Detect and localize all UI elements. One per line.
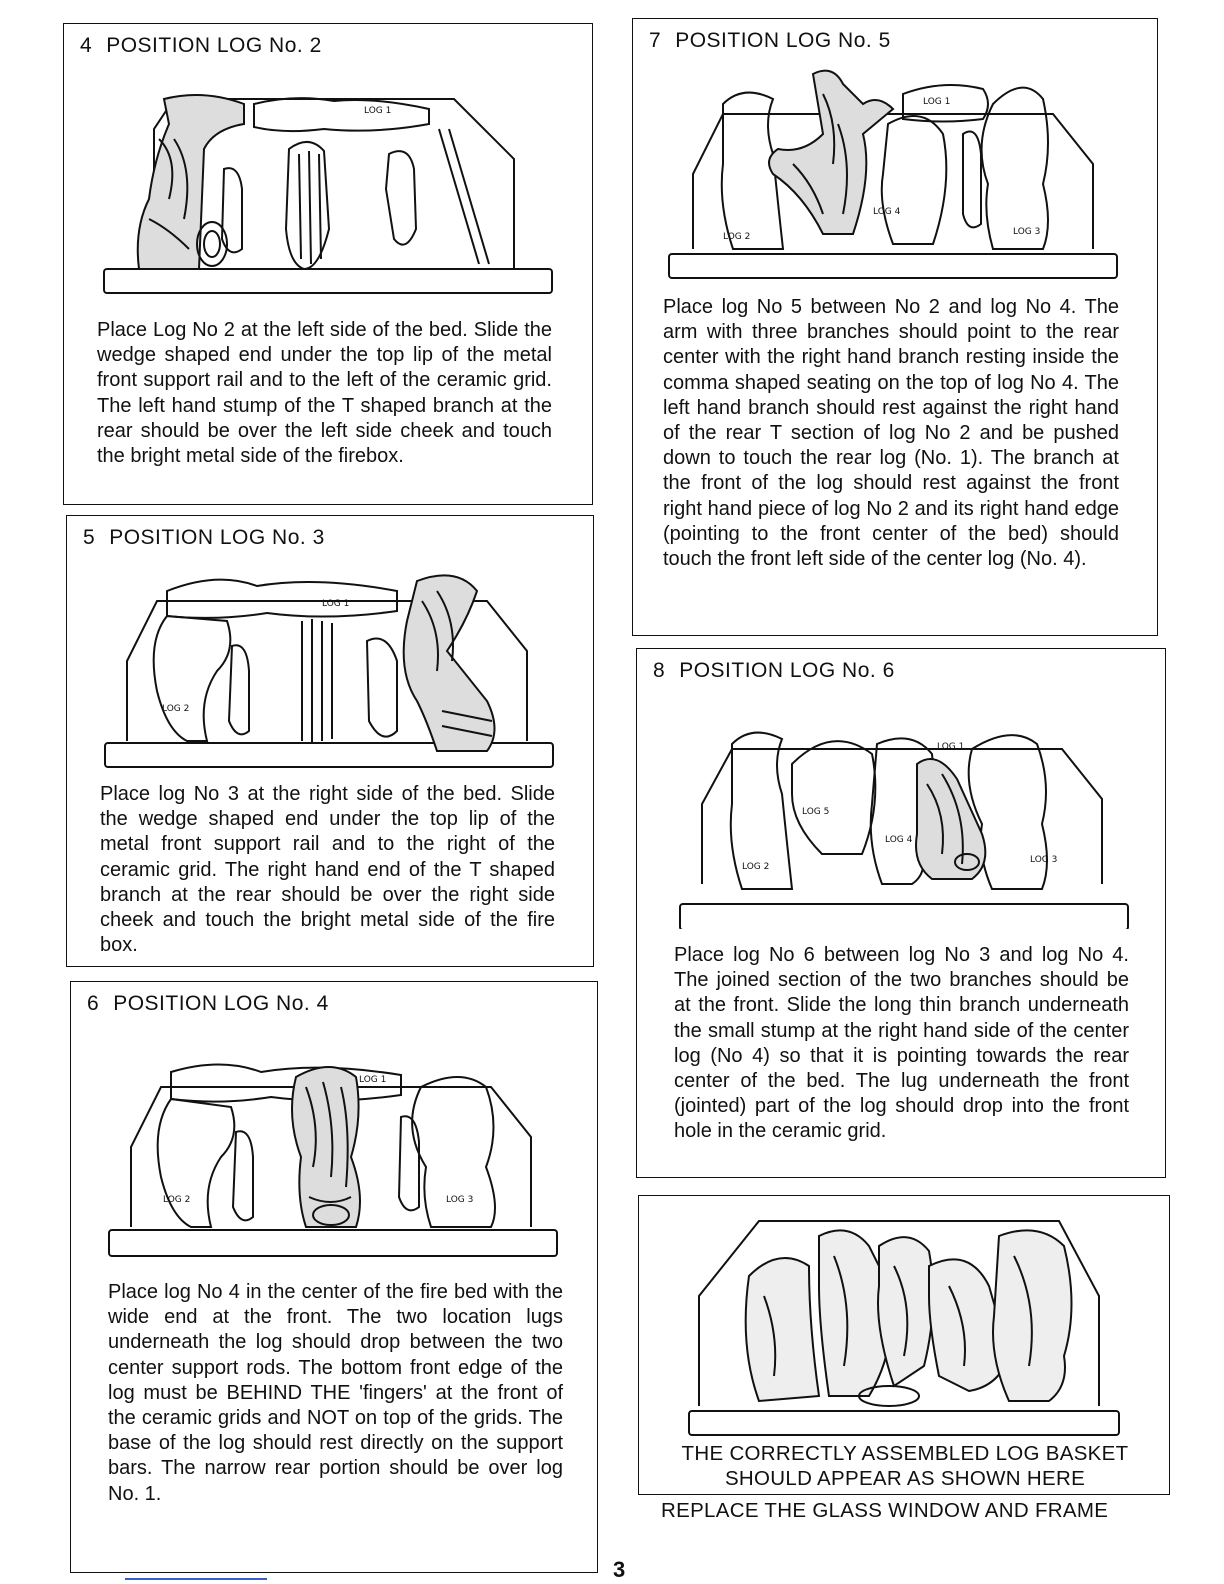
- step-5-title: [83, 526, 325, 550]
- front-rail: [109, 1230, 557, 1256]
- step-5-diagram: [97, 561, 567, 776]
- step-6-panel: [70, 981, 598, 1573]
- step-6-description: Place log No 4 in the center of the fire bed with the wide end at the front. The two location lugs underneath the log should drop between the two center support rods. The bottom front edge of the log must be BEHIND THE 'fingers' at the front of the ceramic grids and NOT on top of the grids. The base of the log should rest directly on the support bars. The narrow rear portion should be over log No. 1.: [108, 1281, 563, 1505]
- step-7-description: Place log No 5 between No 2 and log No 4. The arm with three branches should point to the rear center with the right hand branch resting inside the comma shaped seating on the top of log No 4. The left hand branch should rest against the right hand of the rear T section of log No 2 and be pushed down to touch the rear log (No. 1). The branch at the front of the log should rest against the front right hand piece of log No 2 and its right hand edge (pointing to the front center of the bed) should touch the front left side of the center log (No. 4).: [663, 296, 1119, 571]
- step-heading: POSITION LOG No. 6: [679, 659, 895, 682]
- step-number: 4: [80, 34, 93, 57]
- log-4-outline: [882, 116, 947, 244]
- diagram-label: LOG 2: [742, 862, 770, 872]
- diagram-label: LOG 1: [364, 106, 392, 116]
- step-heading: POSITION LOG No. 3: [109, 526, 325, 549]
- log-2-outline: [154, 616, 231, 741]
- log-2-outline: [158, 1099, 235, 1227]
- diagram-label: LOG 4: [873, 207, 901, 217]
- diagram-label: LOG 2: [723, 232, 751, 242]
- log-3: [993, 1230, 1072, 1401]
- step-6-diagram: [101, 1047, 571, 1272]
- step-8-panel: [636, 648, 1166, 1178]
- log-6: [916, 759, 985, 879]
- ceramic-grid-right: [386, 151, 416, 244]
- diagram-label: LOG 2: [162, 704, 190, 714]
- diagram-label: LOG 1: [359, 1075, 387, 1085]
- step-7-diagram: [663, 64, 1133, 289]
- diagram-label: LOG 4: [885, 835, 913, 845]
- step-4-description: Place Log No 2 at the left side of the bed. Slide the wedge shaped end under the top lip of the metal front support rail and to the left of the ceramic grid. The left hand stump of the T shaped branch at the rear should be over the left side cheek and touch the bright metal side of the firebox.: [97, 319, 552, 468]
- step-number: 6: [87, 992, 100, 1015]
- final-assembly-panel: [638, 1195, 1170, 1495]
- log-2: [746, 1258, 819, 1401]
- front-rail: [104, 269, 552, 293]
- step-6-title: [87, 992, 329, 1016]
- diagram-label: LOG 2: [163, 1195, 191, 1205]
- step-8-diagram: [672, 704, 1142, 929]
- front-rail: [669, 254, 1117, 278]
- ceramic-grid-left: [222, 168, 242, 252]
- log-4: [878, 1237, 933, 1386]
- footer-rule: [125, 1578, 267, 1580]
- log-3-outline: [982, 88, 1048, 249]
- rear-log: [254, 98, 429, 131]
- step-number: 5: [83, 526, 96, 549]
- step-heading: POSITION LOG No. 2: [106, 34, 322, 57]
- diagram-label: LOG 1: [923, 97, 951, 107]
- step-number: 8: [653, 659, 666, 682]
- log-5-outline: [792, 741, 875, 854]
- diagram-label: LOG 3: [1013, 227, 1041, 237]
- step-4-panel: [63, 23, 593, 505]
- page-number: 3: [613, 1557, 626, 1582]
- final-assembly-diagram: [669, 1206, 1139, 1441]
- diagram-label: LOG 1: [937, 742, 965, 752]
- step-5-panel: [66, 515, 594, 967]
- diagram-label: LOG 5: [802, 807, 830, 817]
- step-8-title: [653, 659, 895, 683]
- replace-glass-note: REPLACE THE GLASS WINDOW AND FRAME: [661, 1499, 1109, 1522]
- diagram-label: LOG 3: [446, 1195, 474, 1205]
- step-heading: POSITION LOG No. 5: [675, 29, 891, 52]
- final-caption-line-1: THE CORRECTLY ASSEMBLED LOG BASKET: [681, 1442, 1129, 1465]
- step-4-diagram: [94, 79, 564, 304]
- log-2: [138, 95, 244, 269]
- rear-log: [167, 580, 397, 618]
- final-caption: [639, 1441, 1171, 1491]
- step-7-panel: [632, 18, 1158, 636]
- step-8-description: Place log No 6 between log No 3 and log No 4. The joined section of the two branches should be at the front. Slide the long thin branch underneath the small stump at the right hand side of the center log (No 4) so that it is pointing towards the rear center of the bed. The lug underneath the front (jointed) part of the log should drop into the front hole in the ceramic grid.: [674, 944, 1129, 1143]
- step-heading: POSITION LOG No. 4: [113, 992, 329, 1015]
- front-rail: [689, 1411, 1119, 1435]
- step-5-description: Place log No 3 at the right side of the bed. Slide the wedge shaped end under the top lip of the metal front support rail and to the right of the ceramic grid. The right hand end of the T shaped branch at the rear should be over the right side cheek and touch the bright metal side of the fire box.: [100, 783, 555, 957]
- step-number: 7: [649, 29, 662, 52]
- step-4-title: [80, 34, 322, 58]
- front-rail: [680, 904, 1128, 929]
- step-7-title: [649, 29, 891, 53]
- final-caption-line-2: SHOULD APPEAR AS SHOWN HERE: [724, 1467, 1086, 1490]
- ceramic-grid-center: [286, 142, 329, 269]
- diagram-label: LOG 1: [322, 599, 350, 609]
- diagram-label: LOG 3: [1030, 855, 1058, 865]
